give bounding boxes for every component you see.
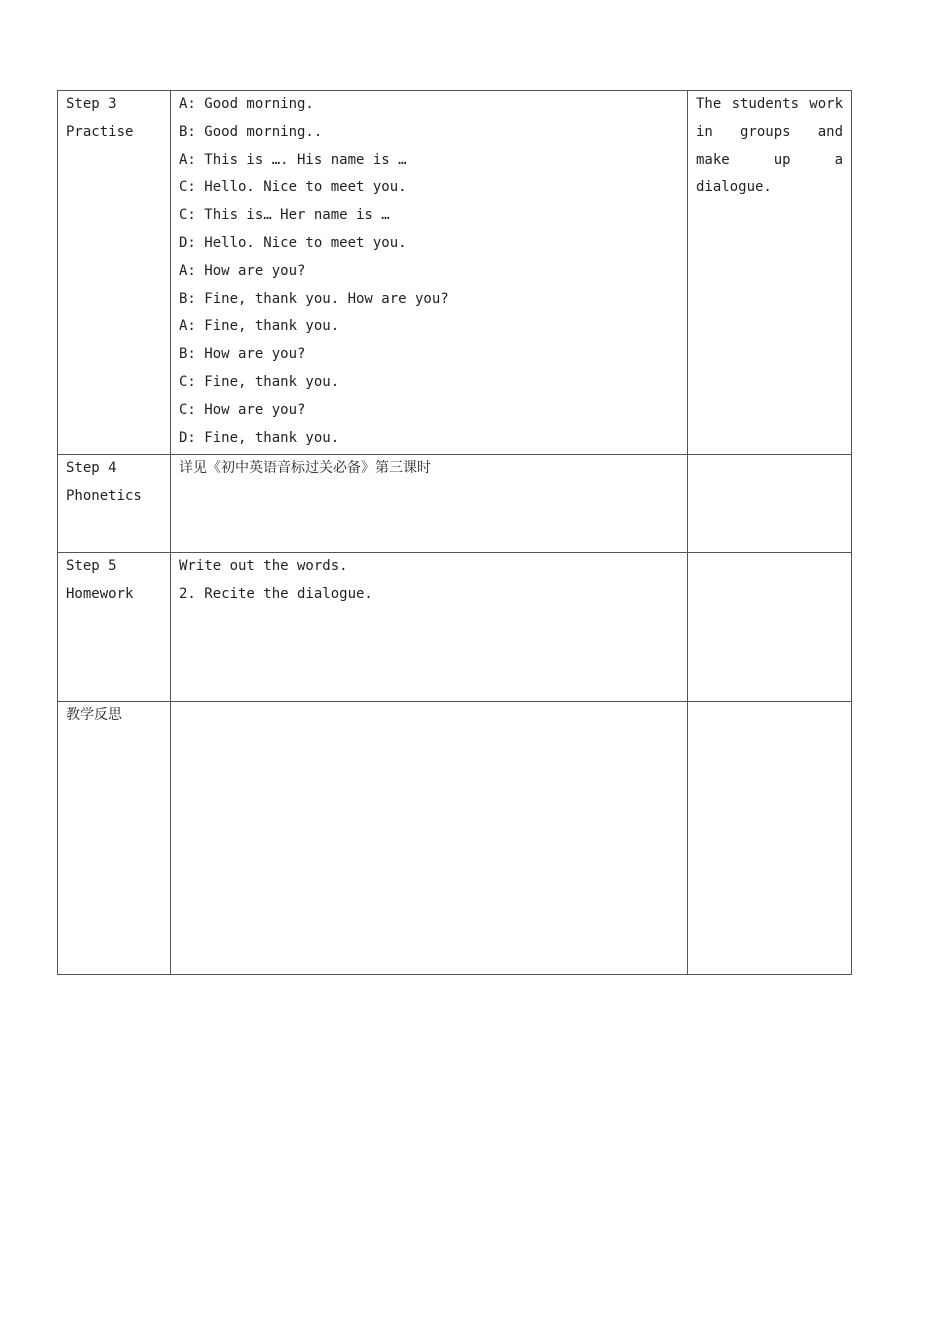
note-line: in groups and: [696, 123, 843, 140]
note-cell: [688, 91, 852, 455]
homework-line: Write out the words.: [179, 558, 348, 574]
content-cell: [171, 553, 688, 702]
step-number: Step 3: [66, 96, 117, 112]
note-cell: [688, 455, 852, 553]
step-cell: [58, 455, 171, 553]
note-cell: [688, 553, 852, 702]
table-row-step-3: [58, 91, 852, 455]
dialogue-line: B: Fine, thank you. How are you?: [179, 290, 449, 307]
homework-line: 2. Recite the dialogue.: [179, 585, 373, 602]
dialogue-line: B: Good morning..: [179, 123, 323, 140]
dialogue-line: A: Good morning.: [179, 96, 314, 112]
dialogue-line: D: Hello. Nice to meet you.: [179, 234, 407, 251]
table-row-step-5: [58, 553, 852, 702]
dialogue-line: C: Fine, thank you.: [179, 373, 340, 390]
content-cell: [171, 455, 688, 553]
step-cell: [58, 553, 171, 702]
dialogue-line: A: Fine, thank you.: [179, 318, 340, 335]
note-cell: [688, 702, 852, 975]
dialogue-line: C: Hello. Nice to meet you.: [179, 179, 407, 196]
step-title: Homework: [66, 585, 134, 602]
dialogue-line: B: How are you?: [179, 346, 306, 363]
reference-line: 详见《初中英语音标过关必备》第三课时: [179, 460, 431, 476]
step-cell: [58, 702, 171, 975]
dialogue-line: D: Fine, thank you.: [179, 429, 340, 446]
step-title: Phonetics: [66, 487, 142, 504]
note-line: make up a: [696, 151, 843, 168]
step-title: Practise: [66, 123, 134, 140]
note-line: The students work: [696, 96, 843, 112]
step-number: Step 5: [66, 558, 117, 574]
content-cell: [171, 91, 688, 455]
step-number: Step 4: [66, 460, 117, 476]
step-cell: [58, 91, 171, 455]
note-line: dialogue.: [696, 179, 772, 196]
table-row-reflection: [58, 702, 852, 975]
lesson-plan-table: [57, 90, 852, 975]
table-row-step-4: [58, 455, 852, 553]
reflection-label: 教学反思: [66, 707, 122, 723]
dialogue-line: C: This is… Her name is …: [179, 207, 390, 224]
dialogue-line: A: How are you?: [179, 262, 306, 279]
dialogue-line: C: How are you?: [179, 401, 306, 418]
dialogue-line: A: This is …. His name is …: [179, 151, 407, 168]
content-cell: [171, 702, 688, 975]
